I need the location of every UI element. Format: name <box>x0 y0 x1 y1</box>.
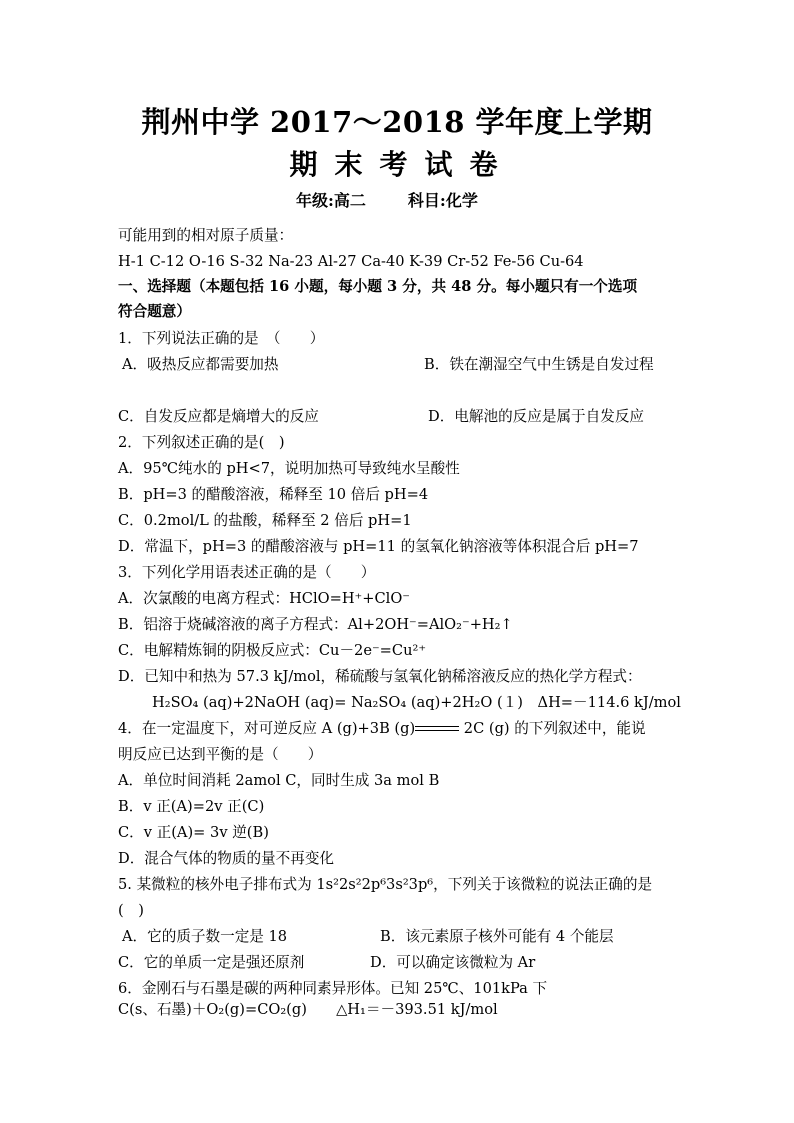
q5-option-d: D．可以确定该微粒为 Ar <box>370 954 536 971</box>
q2-stem: 2．下列叙述正确的是( ) <box>118 434 285 451</box>
q1-option-b: B．铁在潮湿空气中生锈是自发过程 <box>424 356 654 373</box>
exam-subtitle: 期末考试卷 <box>289 148 515 181</box>
q2-option-b: B．pH=3 的醋酸溶液，稀释至 10 倍后 pH=4 <box>118 486 429 503</box>
atomic-mass-label: 可能用到的相对原子质量： <box>118 227 294 244</box>
q1-stem: 1．下列说法正确的是 （ ） <box>118 330 325 347</box>
q3-option-b: B．铝溶于烧碱溶液的离子方程式：Al+2OH⁻=AlO₂⁻+H₂↑ <box>118 616 513 633</box>
q3-option-a: A．次氯酸的电离方程式：HClO=H⁺+ClO⁻ <box>118 590 410 607</box>
q1-option-c: C．自发反应都是熵增大的反应 <box>118 408 319 425</box>
q2-option-a: A．95℃纯水的 pH<7，说明加热可导致纯水呈酸性 <box>118 460 460 477</box>
q5-option-c: C．它的单质一定是强还原剂 <box>118 954 305 971</box>
section1-heading-cont: 符合题意） <box>118 303 191 320</box>
q4-option-d: D．混合气体的物质的量不再变化 <box>118 850 335 867</box>
q4-option-b: B．v 正(A)=2v 正(C) <box>118 798 265 815</box>
subject-label: 科目:化学 <box>407 191 478 210</box>
q5-option-b: B．该元素原子核外可能有 4 个能层 <box>380 928 614 945</box>
q1-option-d: D．电解池的反应是属于自发反应 <box>428 408 645 425</box>
q5-stem-line2: ( ) <box>118 902 144 919</box>
q2-option-c: C．0.2mol/L 的盐酸，稀释至 2 倍后 pH=1 <box>118 512 412 529</box>
exam-title: 荆州中学 2017～2018 学年度上学期 <box>141 105 653 139</box>
exam-meta <box>296 188 520 211</box>
q3-stem: 3．下列化学用语表述正确的是（ ） <box>118 564 376 581</box>
q6-equation-1: C(s、石墨)＋O₂(g)=CO₂(g) △H₁＝－393.51 kJ/mol <box>118 1001 498 1018</box>
q4-option-a: A．单位时间消耗 2amol C，同时生成 3a mol B <box>118 772 440 789</box>
q2-option-d: D．常温下，pH=3 的醋酸溶液与 pH=11 的氢氧化钠溶液等体积混合后 pH=7 <box>118 538 639 555</box>
q5-option-a: A．它的质子数一定是 18 <box>122 928 288 945</box>
q4-stem-after: 2C (g) 的下列叙述中，能说 <box>459 720 646 737</box>
grade-label: 年级:高二 <box>296 191 366 210</box>
equilibrium-arrow-icon <box>415 724 459 734</box>
q1-option-a: A．吸热反应都需要加热 <box>122 356 279 373</box>
atomic-mass-values: H-1 C-12 O-16 S-32 Na-23 Al-27 Ca-40 K-39 Cr-52 Fe-56 Cu-64 <box>118 253 584 270</box>
q6-stem: 6．金刚石与石墨是碳的两种同素异形体。已知 25℃、101kPa 下 <box>118 980 548 997</box>
q4-stem-before: 4．在一定温度下，对可逆反应 A (g)+3B (g) <box>118 720 416 737</box>
q5-stem: 5. 某微粒的核外电子排布式为 1s²2s²2p⁶3s²3p⁶，下列关于该微粒的说法正确的是 <box>118 876 653 893</box>
q4-option-c: C．v 正(A)= 3v 逆(B) <box>118 824 269 841</box>
q3-option-d-equation: H₂SO₄ (aq)+2NaOH (aq)= Na₂SO₄ (aq)+2H₂O (１) ΔH=－114.6 kJ/mol <box>152 694 681 711</box>
q4-stem <box>118 719 646 739</box>
q3-option-c: C．电解精炼铜的阴极反应式：Cu－2e⁻=Cu²⁺ <box>118 642 427 659</box>
section1-heading: 一、选择题（本题包括 16 小题，每小题 3 分，共 48 分。每小题只有一个选项 <box>118 278 638 295</box>
q4-stem-line2: 明反应已达到平衡的是（ ） <box>118 746 323 763</box>
q3-option-d: D．已知中和热为 57.3 kJ/mol，稀硫酸与氢氧化钠稀溶液反应的热化学方程式： <box>118 668 642 685</box>
